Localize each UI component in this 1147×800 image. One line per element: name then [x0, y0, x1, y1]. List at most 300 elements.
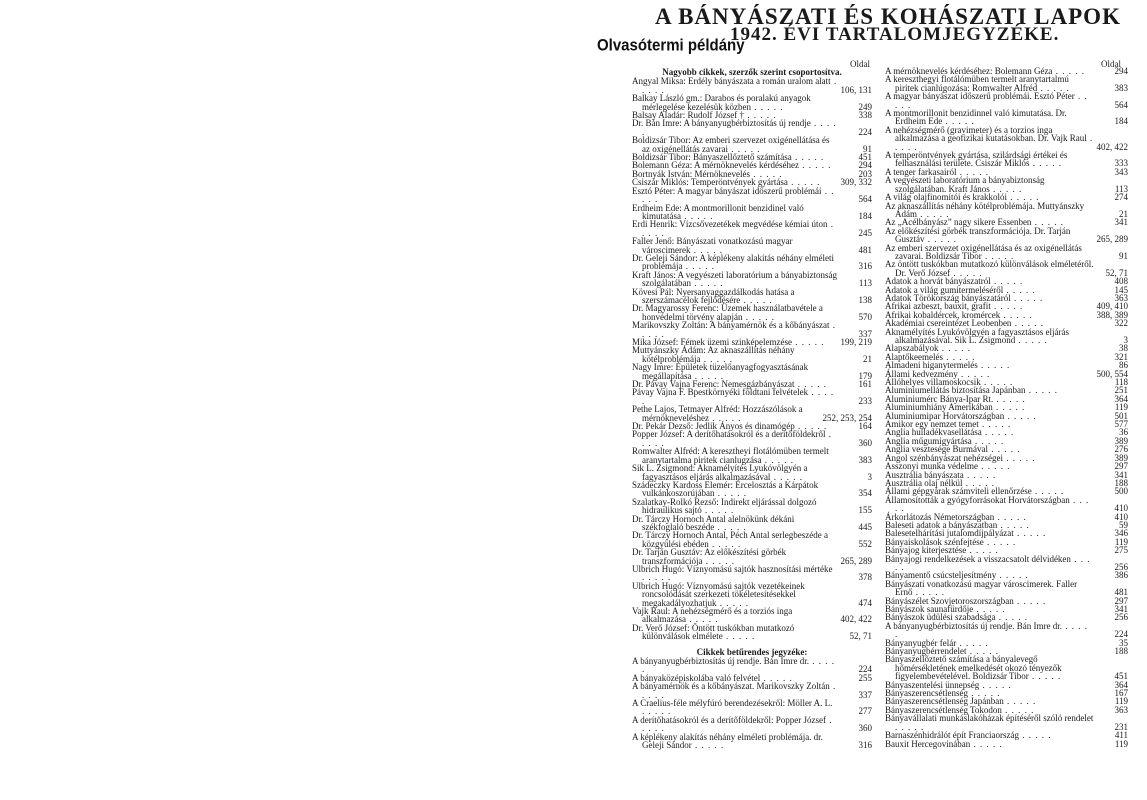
toc-entry-title: Bányászok üdülési szabadsága — [885, 612, 996, 623]
toc-entry: Anglia hulladékvasellátása . . . . . 36 — [885, 427, 1128, 438]
toc-entry-title: Aluminiumhiány Amerikában — [885, 402, 993, 413]
toc-entry: A bányanyugbérbiztosítás új rendje. Bán Imre dr. . . . . . 224 — [632, 656, 872, 675]
left-column — [632, 67, 872, 800]
toc-entry-title: Bányászélet Szovjetoroszországban — [885, 595, 1014, 606]
toc-entry-title: Akadémiai csereintézet Leobenben — [885, 318, 1012, 329]
toc-entry-page: 277 — [858, 706, 872, 717]
toc-entry-title: Az aknaszállítás néhány kötélproblémája. Muttyánszky Ádám — [885, 200, 1085, 219]
toc-entry-title: A vegyészeti laboratórium a bányabiztonság szolgálatában. Kraft János — [885, 175, 1045, 194]
toc-entry-title: Kraft János: A vegyészeti laboratórium a bányabiztonság szolgálatában — [632, 269, 837, 289]
toc-entry-title: Aluminiumipar Horvátországban — [885, 410, 1005, 421]
toc-entry-title: Anglia vesztesége Burmával — [885, 444, 988, 455]
toc-entry-title: Bányaszentelési ünnepség — [885, 679, 980, 690]
toc-entry: Aluminiumipar Horvátországban . . . . . 501 — [885, 410, 1128, 421]
toc-entry-title: Csiszár Miklós: Temperöntvények gyártása — [632, 177, 788, 188]
toc-entry-page: 274 — [1114, 192, 1128, 203]
toc-entry: Esztó Péter: A magyar bányászat időszerű problémái . . . . . 564 — [632, 185, 872, 205]
toc-entry: Boldizsár Tibor: Bányaszellőztető számítása . . . . . 451 — [632, 152, 872, 163]
toc-entry-title: Anglia műgumigyártása — [885, 435, 972, 446]
toc-entry-title: Pethe Lajos, Tetmayer Alfréd: Hozzászólások a mérnökneveléshez — [632, 404, 803, 423]
toc-entry-page: 337 — [858, 328, 872, 339]
right-column — [885, 67, 1128, 800]
toc-entry: A magyar bányászat időszerű problémái. Esztó Péter . . . . . 564 — [885, 91, 1128, 110]
toc-entry-title: Bányanyugbér felár — [885, 637, 957, 648]
toc-entry-title: Az emberi szervezet oxigénellátása és az oxigénellátás zavarai. Boldizsár Tibor — [885, 242, 1082, 261]
toc-entry-page: 389 — [1114, 452, 1128, 463]
toc-entry-title: Faller Jenő: Bányászati vonatkozású magyar városcimerek — [632, 236, 793, 255]
toc-entry-page: 363 — [1114, 292, 1128, 303]
toc-entry: Bányanyugbérrendelet . . . . . 188 — [885, 646, 1128, 657]
toc-entry: Barnaszénhidrálót épít Franciaország . . . . . 411 — [885, 730, 1128, 741]
toc-entry-page: 341 — [1114, 469, 1128, 480]
toc-entry-title: Mika József: Fémek üzemi szinképelemzése — [632, 337, 792, 347]
toc-entry: Szalatkay-Rolkó Rezső: Indirekt eljárással dolgozó hidraulikus sajtó . . . . . 155 — [632, 496, 872, 516]
toc-entry: Bányaszerencsétlenség Tokodon . . . . . 363 — [885, 704, 1128, 715]
toc-entry-page: 52, 71 — [849, 631, 872, 642]
toc-entry: Bányaszentelési ünnepség . . . . . 364 — [885, 679, 1128, 690]
toc-entry: Bányajogi rendelkezések a visszacsatolt délvidéken . . . . . 256 — [885, 553, 1128, 572]
section-heading-authors: Nagyobb cikkek, szerzők szerint csoportosítva. — [662, 67, 842, 77]
toc-entry-page: 275 — [1114, 545, 1128, 556]
toc-entry: Dr. Bán Imre: A bányanyugbérbiztosítás új rendje . . . . . 224 — [632, 118, 872, 137]
toc-entry: Bányanyugbér felár . . . . . 35 — [885, 637, 1128, 648]
toc-entry: Adatok Törökország bányászatáról . . . . . 363 — [885, 292, 1128, 303]
toc-entry: Mika József: Fémek üzemi szinképelemzése . . . . . 199, 219 — [632, 337, 872, 347]
toc-entry-page: 360 — [858, 437, 872, 448]
toc-entry: Ulbrich Hugó: Víznyomású sajtók hasznosítási mértéke . . . . . 378 — [632, 563, 872, 583]
toc-entry-page: 333 — [1114, 158, 1128, 169]
toc-entry-page: 119 — [1114, 536, 1128, 547]
toc-entry-title: A bányamérnök és a kőbányászat. Marikovszky Zoltán — [632, 681, 830, 692]
toc-entry-page: 106, 131 — [840, 84, 872, 95]
toc-entry-page: 322 — [1114, 318, 1128, 329]
toc-entry: Aluminiumérc Bánya-Ipar Rt. . . . . . 364 — [885, 393, 1128, 404]
toc-entry-page: 386 — [1114, 570, 1128, 581]
toc-entry-title: Állami kedvezmény — [885, 368, 958, 379]
toc-entry: A Craelius-féle mélyfúró berendezésekről: Möller A. L. . . . . . 277 — [632, 698, 872, 717]
toc-entry-title: Erdheim Ede: A montmorillonit benzidinel való kimutatása — [632, 202, 804, 221]
toc-entry-title: Popper József: A derítőhatásokról és a derítőföldekről — [632, 429, 826, 440]
toc-entry: Angol szénbányászat nehézségei . . . . . 389 — [885, 452, 1128, 463]
alphabetical-entries — [632, 657, 872, 749]
toc-entry-page: 276 — [1114, 444, 1128, 455]
toc-entry-title: Amikor egy nemzet temet — [885, 419, 979, 430]
toc-entry: Sik L. Zsigmond: Aknamélyítés Lyukóvölgyén a fagyasztásos eljárás alkalmazásával . . . . . 3 — [632, 463, 872, 482]
toc-entry: Állami kedvezmény . . . . . 500, 554 — [885, 368, 1128, 379]
toc-entry-page: 410 — [1114, 503, 1128, 514]
toc-entry-title: Dr. Bán Imre: A bányanyugbérbiztosítás új rendje — [632, 118, 811, 129]
toc-entry: Bányaszerencsétlenség . . . . . 167 — [885, 688, 1128, 699]
toc-entry-title: Bortnyák István: Mérnöknevelés — [632, 168, 750, 179]
toc-entry-title: Dr. Tarján Gusztáv: Az előkészítési görbék transzformációja — [632, 547, 787, 566]
toc-entry-page: 410 — [1114, 511, 1128, 522]
toc-entry-title: Adatok a világ gumitermeléséről — [885, 284, 1004, 295]
toc-entry: Bányászati vonatkozású magyar városcimerek. Faller Ernő . . . . . 481 — [885, 578, 1128, 598]
toc-entry: Angyal Miksa: Erdély bányászata a román uralom alatt . . . . . 106, 131 — [632, 76, 872, 95]
toc-entry-page: 231 — [1114, 721, 1128, 732]
toc-entry: Ausztrália bányászata . . . . . 341 — [885, 469, 1128, 480]
toc-entry: Anglia műgumigyártása . . . . . 389 — [885, 435, 1128, 446]
toc-entry: Afrikai azbeszt, bauxit, grafit . . . . . 409, 410 — [885, 301, 1128, 312]
toc-entry: A derítőhatásokról és a derítőföldekről: Popper József . . . . . 360 — [632, 714, 872, 734]
toc-entry-page: 145 — [1114, 284, 1128, 295]
toc-entry: Dr. Verő József: Öntött tuskókban mutatkozó különválások elmélete . . . . . 52, 71 — [632, 622, 872, 642]
toc-entry-page: 297 — [1114, 595, 1128, 606]
toc-entry-title: Adatok a horvát bányászatról — [885, 276, 991, 287]
toc-entry-title: A tenger farkasairól — [885, 166, 957, 177]
toc-entry: Bányászélet Szovjetoroszországban . . . . . 297 — [885, 595, 1128, 606]
toc-entry-page: 346 — [1114, 528, 1128, 539]
toc-entry-title: Ulbrich Hugó: Víznyomású sajtók vezetékeinek roncsolódását szerkezeti tökéletesítésekkel megakadályozhatjuk — [632, 580, 805, 608]
toc-entry-title: Államosították a gyógyforrásokat Horvátországban — [885, 494, 1070, 505]
toc-entry-title: A nehézségmérő (gravimeter) és a torzios inga alkalmazása a geofizikai kutatásokban. Dr. Vajk Raul — [885, 124, 1087, 144]
toc-entry-title: Aluminiumellátás biztosítása Japánban — [885, 385, 1026, 396]
toc-entry: Romwalter Alfréd: A keresztheyi flotálómüben termelt aranytartalma piritek cianlugzása . . . . . 383 — [632, 446, 872, 465]
toc-entry: Anglia vesztesége Burmával . . . . . 276 — [885, 444, 1128, 455]
toc-entry: Bányamentő csúcsteljesítmény . . . . . 386 — [885, 570, 1128, 581]
toc-entry-page: 138 — [858, 294, 872, 305]
toc-entry: Kövesi Pál: Nyersanyaggazdálkodás hatása a szerszámacélok fejlődésére . . . . . 138 — [632, 286, 872, 305]
toc-entry: Szádeczky Kardoss Elemér: Ércelosztás a Kárpátok vulkánkoszorújában . . . . . 354 — [632, 479, 872, 499]
toc-entry-page: 408 — [1114, 276, 1128, 287]
toc-entry: Aluminiumhiány Amerikában . . . . . 119 — [885, 402, 1128, 413]
toc-entry-page: 337 — [858, 689, 872, 700]
toc-entry-page: 364 — [1114, 393, 1128, 404]
toc-entry: Faller Jenő: Bányászati vonatkozású magyar városcimerek . . . . . 481 — [632, 236, 872, 255]
document-title: A BÁNYÁSZATI ÉS KOHÁSZATI LAPOK — [655, 4, 1121, 29]
toc-entry: Pávay Vajna F. Bpestkörnyéki földtani felvételek . . . . . 233 — [632, 387, 872, 406]
toc-entry-page: 316 — [858, 740, 872, 751]
toc-entry: Államosították a gyógyforrásokat Horvátországban . . . . . 410 — [885, 494, 1128, 514]
toc-entry-title: Muttyánszky Ádám: Az aknaszállítás néhány kötélproblémája — [632, 345, 795, 364]
document-subtitle: 1942. ÉVI TARTALOMJEGYZÉKE. — [730, 24, 1060, 45]
toc-entry-title: Bányavállalati munkáslakóházak építéséről szóló rendelet — [885, 713, 1094, 724]
toc-entry-title: Anglia hulladékvasellátása — [885, 427, 982, 438]
toc-entry-page: 445 — [858, 521, 872, 532]
toc-entry-page: 363 — [1114, 704, 1128, 715]
toc-entry-title: Ausztrália olaj nélkül — [885, 477, 963, 488]
toc-entry: Az öntött tuskókban mutatkozó különválások elméletéről. Dr. Verő József . . . . . 52, 71 — [885, 259, 1128, 278]
toc-entry: Balkay László gm.: Darabos és poralakú anyagok mérlegelése kezelésük közben . . . . . 249 — [632, 93, 872, 112]
toc-entry: Dr. Tárczy Hornoch Antal alelnökünk dékáni székfoglaló beszéde . . . . . 445 — [632, 513, 872, 532]
toc-entry: Dr. Magyarossy Ferenc: Üzemek használatbavétele a honvédelmi törvény alapján . . . . . 570 — [632, 303, 872, 322]
toc-entry-page: 354 — [858, 488, 872, 499]
toc-entry-title: A bányaközépiskolába való felvétel — [632, 672, 761, 683]
toc-entry: Az emberi szervezet oxigénellátása és az oxigénellátás zavarai. Boldizsár Tibor . . . . . 91 — [885, 242, 1128, 261]
toc-entry-title: Angol szénbányászat nehézségei — [885, 452, 1003, 463]
toc-entry-page: 481 — [1114, 587, 1128, 598]
page-column-label-left: Oldal — [850, 59, 870, 69]
toc-entry-page: 119 — [1114, 696, 1128, 707]
toc-entry-page: 474 — [858, 597, 872, 608]
toc-entry-page: 294 — [1114, 67, 1128, 76]
toc-entry-page: 383 — [1114, 82, 1128, 93]
toc-entry-title: Aknamélyítés Lyukóvölgyén a fagyasztásos eljárás alkalmazásával. Sik L. Zsigmond — [885, 326, 1069, 345]
toc-entry-title: Bányanyugbérrendelet — [885, 646, 967, 657]
toc-entry-page: 364 — [1114, 679, 1128, 690]
toc-entry: Állóhelyes villamoskocsik . . . . . 118 — [885, 377, 1128, 388]
toc-entry: Dr. Tarján Gusztáv: Az előkészítési görbék transzformációja . . . . . 265, 289 — [632, 547, 872, 566]
toc-entry: Adatok a horvát bányászatról . . . . . 408 — [885, 276, 1128, 287]
toc-entry: A képlékeny alakítás néhány elméleti problémája. dr. Geleji Sándor . . . . . 316 — [632, 731, 872, 751]
toc-entry: A bányaközépiskolába való felvétel . . . . . 255 — [632, 672, 872, 683]
toc-entry: Bauxit Hercegovinában . . . . . 119 — [885, 738, 1128, 749]
author-entries — [632, 77, 872, 640]
section-heading-alphabetical: Cikkek betűrendes jegyzéke: — [696, 646, 808, 657]
toc-entry: A bányamérnök és a kőbányászat. Marikovszky Zoltán . . . . . 337 — [632, 681, 872, 700]
toc-entry-page: 341 — [1114, 217, 1128, 228]
toc-entry-page: 360 — [858, 723, 872, 734]
toc-entry: Bortnyák István: Mérnöknevelés . . . . . 203 — [632, 168, 872, 179]
toc-entry-page: 341 — [1114, 604, 1128, 614]
toc-entry-title: Az előkészítési görbék transzformációja. Dr. Tarján Gusztáv — [885, 225, 1071, 245]
toc-entry-page: 252, 253, 254 — [822, 412, 872, 423]
toc-entry-title: Afrikai azbeszt, bauxit, grafit — [885, 301, 991, 312]
toc-entry-page: 265, 289 — [840, 555, 872, 566]
toc-entry-page: 52, 71 — [1105, 267, 1128, 278]
toc-entry: Nagy Imre: Épületek tüzelőanyagfogyasztásának megállapítása . . . . . 179 — [632, 362, 872, 381]
toc-entry-title: Ausztrália bányászata — [885, 469, 964, 480]
toc-entry-title: Barnaszénhidrálót épít Franciaország — [885, 730, 1019, 741]
toc-entry: Állami gépgyárak számviteli ellenőrzése . . . . . 500 — [885, 486, 1128, 497]
toc-entry-page: 577 — [1114, 419, 1128, 430]
toc-entry-title: Bányaszerencsétlenség Tokodon — [885, 704, 1002, 715]
toc-entry: Adatok a világ gumitermeléséről . . . . . 145 — [885, 284, 1128, 295]
toc-entry-title: Dr. Verő József: Öntött tuskókban mutatkozó különválások elmélete — [632, 622, 795, 642]
toc-entry: Bányaszerencsétlenség Japánban . . . . . 119 — [885, 696, 1128, 707]
toc-entry-title: Aluminiumérc Bánya-Ipar Rt. — [885, 393, 994, 404]
toc-entry-title: Bányászok saunafürdője — [885, 604, 974, 614]
toc-entry-title: Szádeczky Kardoss Elemér: Ércelosztás a Kárpátok vulkánkoszorújában — [632, 479, 819, 499]
toc-entry-title: Az „Acélbányász” nagy sikere Essenben — [885, 217, 1032, 228]
toc-entry: Pethe Lajos, Tetmayer Alfréd: Hozzászólások a mérnökneveléshez . . . . . 252, 253, 254 — [632, 404, 872, 423]
toc-entry: Popper József: A derítőhatásokról és a derítőföldekről . . . . . 360 — [632, 429, 872, 448]
toc-entry: Az aknaszállítás néhány kötélproblémája. Muttyánszky Ádám . . . . . 21 — [885, 200, 1128, 219]
toc-entry-title: Az öntött tuskókban mutatkozó különválások elméletéről. Dr. Verő József — [885, 259, 1094, 278]
toc-entry: Amikor egy nemzet temet . . . . . 577 — [885, 419, 1128, 430]
toc-entry-page: 402, 422 — [1096, 141, 1128, 152]
toc-entry: Alaptőkeemelés . . . . . 321 — [885, 351, 1128, 362]
toc-entry: A nehézségmérő (gravimeter) és a torzios inga alkalmazása a geofizikai kutatásokban. Dr. Vajk Raul . . . . . 402, 422 — [885, 124, 1128, 152]
toc-entry: A vegyészeti laboratórium a bányabiztonság szolgálatában. Kraft János . . . . . 113 — [885, 175, 1128, 194]
toc-entry-page: 233 — [858, 395, 872, 406]
toc-entry-title: Bolemann Géza: A mérnöknevelés kérdéséhez — [632, 160, 799, 171]
toc-entry-page: 224 — [858, 664, 872, 675]
toc-entry-page: 255 — [858, 672, 872, 683]
toc-entry-page: 164 — [858, 421, 872, 432]
toc-entry-page: 343 — [1114, 166, 1128, 177]
toc-entry-page: 383 — [858, 454, 872, 465]
toc-entry: Bányászok üdülési szabadsága . . . . . 256 — [885, 612, 1128, 623]
toc-entry: Bányaszellőztető számítása a bányalevegő hőmérsékletének emelkedését okozó tényezők figyelembevételével. Boldizsár Tibor . . . . . 451 — [885, 654, 1128, 682]
toc-entry: Ulbrich Hugó: Víznyomású sajtók vezetékeinek roncsolódását szerkezeti tökéletesítésekkel megakadályozhatjuk . . . . . 474 — [632, 580, 872, 608]
toc-entry: Ausztrália olaj nélkül . . . . . 188 — [885, 477, 1128, 488]
toc-entry-page: 388, 389 — [1096, 309, 1128, 320]
toc-entry: Baleseti adatok a bányászatban . . . . . 59 — [885, 519, 1128, 530]
toc-entry-title: Árkorlátozás Németországban — [885, 511, 995, 522]
toc-entry-title: Erdi Henrik: Vízcsővezetékek megvédése kémiai úton — [632, 219, 828, 230]
toc-entry-page: 113 — [1114, 183, 1128, 194]
toc-entry-page: 184 — [858, 210, 872, 221]
toc-entry: Erdi Henrik: Vízcsővezetékek megvédése kémiai úton . . . . . 245 — [632, 219, 872, 238]
toc-entry: Muttyánszky Ádám: Az aknaszállítás néhány kötélproblémája . . . . . 21 — [632, 345, 872, 364]
toc-entry-title: Bányaszerencsétlenség — [885, 688, 968, 699]
toc-entry-title: Kövesi Pál: Nyersanyaggazdálkodás hatása a szerszámacélok fejlődésére — [632, 286, 795, 305]
toc-entry-title: Bányamentő csúcsteljesítmény — [885, 570, 997, 581]
toc-entry-page: 155 — [858, 505, 872, 516]
toc-entry: A temperöntvények gyártása, szilárdsági értékei és felhasználási területe. Csiszár Miklós . . . . . 333 — [885, 150, 1128, 169]
toc-entry: Árkorlátozás Németországban . . . . . 410 — [885, 511, 1128, 522]
alphabetical-entries-continued — [885, 67, 1128, 748]
toc-entry-title: Alapszabályok — [885, 343, 939, 354]
toc-entry: Bolemann Géza: A mérnöknevelés kérdéséhez . . . . . 294 — [632, 160, 872, 171]
toc-entry-title: Dr. Tárczy Hornoch Antal, Péch Antal serlegbeszéde a közgyülési ebéden — [632, 530, 829, 549]
toc-entry-page: 564 — [1114, 99, 1128, 110]
toc-entry-page: 199, 219 — [840, 337, 872, 347]
toc-entry-page: 179 — [858, 370, 872, 381]
toc-entry: Almadeni higanytermelés . . . . . 86 — [885, 360, 1128, 371]
toc-entry-page: 265, 289 — [1096, 234, 1128, 245]
toc-entry-page: 256 — [1114, 612, 1128, 623]
toc-entry-title: Bányaiskolások szénfejtése — [885, 536, 984, 547]
toc-entry-title: Bányászati vonatkozású magyar városcimerek. Faller Ernő — [885, 578, 1078, 598]
toc-entry-title: A montmorillonit benzidinnel való kimutatása. Dr. Erdheim Ede — [885, 108, 1067, 127]
toc-entry-title: Dr. Pekár Dezső: Jedlik Ányos és dinamógép — [632, 421, 795, 432]
toc-entry-page: 113 — [858, 278, 872, 289]
toc-entry-title: Sik L. Zsigmond: Aknamélyítés Lyukóvölgyén a fagyasztásos eljárás alkalmazásával — [632, 463, 808, 482]
toc-entry-title: Bányaszellőztető számítása a bányalevegő hőmérsékletének emelkedését okozó tényezők figyelembevételével. Boldizsár Tibor — [885, 654, 1062, 682]
toc-entry-title: Ulbrich Hugó: Víznyomású sajtók hasznosítási mértéke — [632, 563, 833, 574]
toc-entry-title: Bányajogi rendelkezések a visszacsatolt délvidéken — [885, 553, 1071, 564]
toc-entry-title: A világ olajfinomítói és krakkolói — [885, 192, 1007, 203]
toc-entry-title: Balkay László gm.: Darabos és poralakú anyagok mérlegelése kezelésük közben — [632, 93, 811, 112]
toc-entry-page: 570 — [858, 311, 872, 322]
toc-entry-page: 184 — [1114, 116, 1128, 127]
toc-entry-page: 251 — [1114, 385, 1128, 396]
toc-entry-title: A mérnöknevelés kérdéséhez: Bolemann Géza — [885, 67, 1053, 76]
toc-entry-page: 321 — [1114, 351, 1128, 362]
page-column-label-right: Oldal — [1101, 59, 1121, 69]
toc-entry: Csiszár Miklós: Temperöntvények gyártása . . . . . 309, 332 — [632, 177, 872, 188]
toc-entry-title: A Craelius-féle mélyfúró berendezésekről: Möller A. L. — [632, 698, 833, 709]
toc-entry-title: Dr. Tárczy Hornoch Antal alelnökünk dékáni székfoglaló beszéde — [632, 513, 795, 532]
toc-entry: Erdheim Ede: A montmorillonit benzidinel való kimutatása . . . . . 184 — [632, 202, 872, 221]
toc-entry-title: Alaptőkeemelés — [885, 351, 943, 362]
toc-entry-page: 316 — [858, 261, 872, 272]
toc-entry-page: 224 — [1114, 629, 1128, 640]
toc-entry-page: 309, 332 — [840, 177, 872, 188]
toc-entry-title: Állami gépgyárak számviteli ellenőrzése — [885, 486, 1032, 497]
toc-entry-title: Adatok Törökország bányászatáról — [885, 292, 1011, 303]
toc-entry-title: Almadeni higanytermelés — [885, 360, 978, 371]
toc-entry-page: 119 — [1114, 402, 1128, 413]
toc-entry-title: Bányajog kiterjesztése — [885, 545, 967, 556]
toc-entry-page: 224 — [858, 126, 872, 137]
toc-entry-page: 411 — [1114, 730, 1128, 741]
toc-entry-title: Boldizsár Tibor: Bányaszellőztető számítása — [632, 152, 792, 163]
toc-entry-page: 451 — [858, 152, 872, 163]
toc-entry-title: Afrikai kobaldércek, kromércek — [885, 309, 1001, 320]
toc-entry-page: 378 — [858, 572, 872, 583]
toc-entry: Dr. Pekár Dezső: Jedlik Ányos és dinamógép . . . . . 164 — [632, 421, 872, 432]
toc-entry: A bányanyugbérbiztosítás új rendje. Bán Imre dr. . . . . . 224 — [885, 620, 1128, 640]
toc-entry: A mérnöknevelés kérdéséhez: Bolemann Géza . . . . . 294 — [885, 67, 1128, 76]
toc-entry-title: Pávay Vajna F. Bpestkörnyéki földtani felvételek — [632, 387, 809, 398]
toc-entry-page: 294 — [858, 160, 872, 171]
toc-entry-page: 389 — [1114, 435, 1128, 446]
toc-entry-title: Asszonyi munka védelme — [885, 461, 978, 472]
toc-entry-title: Baleseti adatok a bányászatban — [885, 519, 998, 530]
toc-entry-page: 501 — [1114, 410, 1128, 421]
toc-entry-page: 167 — [1114, 688, 1128, 699]
toc-entry-page: 203 — [858, 168, 872, 179]
toc-entry: Balsay Aladár: Rudolf József † . . . . . 338 — [632, 110, 872, 121]
toc-entry: Aluminiumellátás biztosítása Japánban . . . . . 251 — [885, 385, 1128, 396]
toc-entry-title: Nagy Imre: Épületek tüzelőanyagfogyasztásának megállapítása — [632, 362, 809, 381]
toc-entry-page: 552 — [858, 538, 872, 549]
toc-entry-page: 402, 422 — [840, 614, 872, 625]
toc-entry-page: 249 — [858, 101, 872, 112]
toc-entry-title: Balsay Aladár: Rudolf József † — [632, 110, 744, 121]
toc-entry-page: 564 — [858, 194, 872, 205]
toc-entry-title: Angyal Miksa: Erdély bányászata a román uralom alatt — [632, 76, 831, 87]
toc-entry: Dr. Pávay Vajna Ferenc: Nemesgázbányászat . . . . . 161 — [632, 379, 872, 390]
toc-entry: Dr. Geleji Sándor: A képlékeny alakítás néhány elméleti problémája . . . . . 316 — [632, 252, 872, 272]
toc-entry-page: 188 — [1114, 477, 1128, 488]
toc-entry-page: 256 — [1114, 561, 1128, 572]
toc-entry: Dr. Tárczy Hornoch Antal, Péch Antal serlegbeszéde a közgyülési ebéden . . . . . 552 — [632, 530, 872, 549]
toc-entry: Bányavállalati munkáslakóházak építéséről szóló rendelet . . . . . 231 — [885, 713, 1128, 732]
toc-entry: Bányaiskolások szénfejtése . . . . . 119 — [885, 536, 1128, 547]
toc-entry: Vajk Raul: A nehézségmérő és a torziós inga alkalmazása . . . . . 402, 422 — [632, 606, 872, 625]
toc-entry-title: Esztó Péter: A magyar bányászat időszerű problémái — [632, 185, 822, 196]
toc-entry: Alapszabályok . . . . . 38 — [885, 343, 1128, 354]
toc-entry-title: Vajk Raul: A nehézségmérő és a torziós inga alkalmazása — [632, 606, 793, 625]
toc-entry-title: A temperöntvények gyártása, szilárdsági értékei és felhasználási területe. Csiszár Miklós — [885, 150, 1068, 169]
toc-entry-title: A magyar bányászat időszerű problémái. Esztó Péter — [885, 91, 1075, 102]
toc-entry-page: 118 — [1114, 377, 1128, 388]
toc-entry-title: Bauxit Hercegovinában — [885, 738, 971, 749]
toc-entry: A montmorillonit benzidinnel való kimutatása. Dr. Erdheim Ede . . . . . 184 — [885, 108, 1128, 127]
toc-entry-page: 500 — [1114, 486, 1128, 497]
toc-entry-title: A képlékeny alakítás néhány elméleti problémája. dr. Geleji Sándor — [632, 731, 823, 751]
toc-entry-page: 451 — [1114, 671, 1128, 682]
toc-entry-title: Dr. Pávay Vajna Ferenc: Nemesgázbányászat — [632, 379, 795, 390]
toc-entry-title: Dr. Magyarossy Ferenc: Üzemek használatbavétele a honvédelmi törvény alapján — [632, 303, 823, 322]
toc-entry: Bányajog kiterjesztése . . . . . 275 — [885, 545, 1128, 556]
toc-entry-title: A derítőhatásokról és a derítőföldekről: Popper József — [632, 714, 826, 725]
toc-entry: A kereszthegyi flotálómüben termelt aranytartalmú piritek cianlúgozása: Romwalter Alfréd . . . . . 383 — [885, 74, 1128, 93]
toc-entry-title: A kereszthegyi flotálómüben termelt aranytartalmú piritek cianlúgozása: Romwalter Alfréd — [885, 74, 1069, 93]
toc-entry: Boldizsár Tibor: Az emberi szervezet oxigénellátása és az oxigénellátás zavarai . . . . . 91 — [632, 135, 872, 154]
toc-entry-page: 338 — [858, 110, 872, 121]
toc-entry-page: 245 — [858, 227, 872, 238]
toc-entry: Asszonyi munka védelme . . . . . 297 — [885, 461, 1128, 472]
toc-entry-title: Balesetelhárítási jutalomdíjpályázat — [885, 528, 1014, 539]
toc-entry: Balesetelhárítási jutalomdíjpályázat . . . . . 346 — [885, 528, 1128, 539]
toc-entry-page: 297 — [1114, 461, 1128, 472]
toc-entry-title: A bányanyugbérbiztosítás új rendje. Bán Imre dr. — [632, 656, 809, 667]
toc-entry-title: Dr. Geleji Sándor: A képlékeny alakítás néhány elméleti problémája — [632, 252, 834, 272]
toc-entry-title: Bányaszerencsétlenség Japánban — [885, 696, 1004, 707]
toc-entry-page: 481 — [858, 244, 872, 255]
toc-entry: Marikovszky Zoltán: A bányamérnök és a kőbányászat . . . . . 337 — [632, 320, 872, 339]
toc-entry-title: Marikovszky Zoltán: A bányamérnök és a kőbányászat — [632, 320, 830, 331]
toc-entry: Kraft János: A vegyészeti laboratórium a bányabiztonság szolgálatában . . . . . 113 — [632, 269, 872, 289]
toc-entry: Bányászok saunafürdője . . . . . 341 — [885, 604, 1128, 614]
toc-entry-page: 500, 554 — [1096, 368, 1128, 379]
toc-entry: Az előkészítési görbék transzformációja. Dr. Tarján Gusztáv . . . . . 265, 289 — [885, 225, 1128, 245]
